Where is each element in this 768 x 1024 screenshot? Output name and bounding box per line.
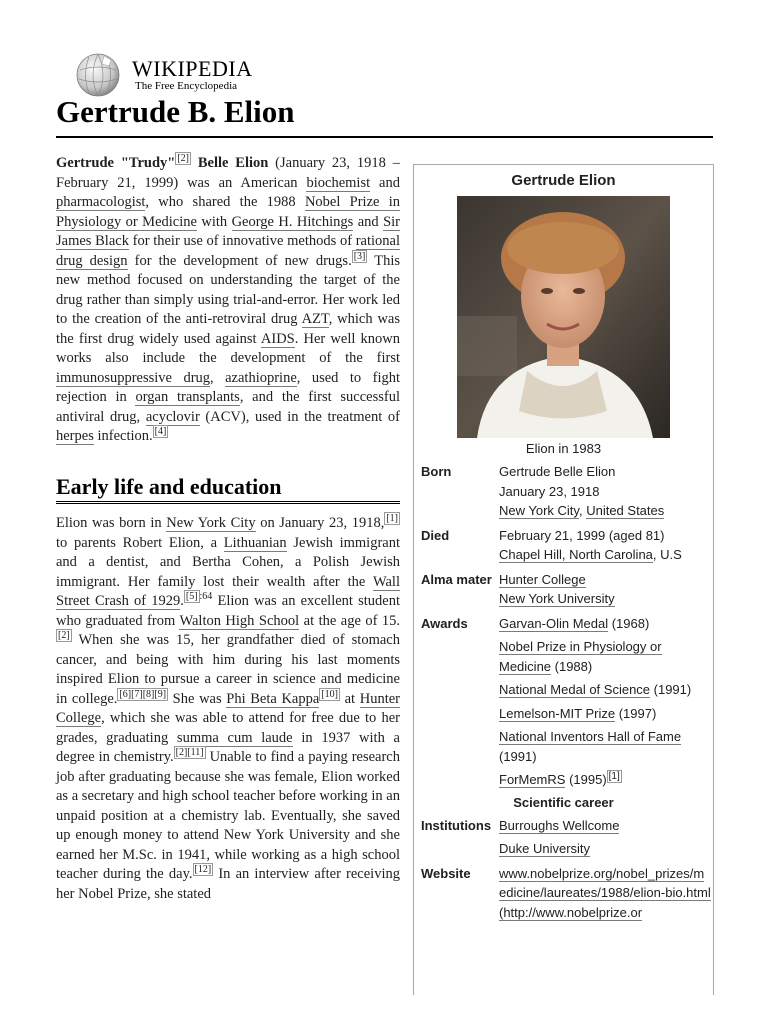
subject-name-part: Belle Elion (197, 155, 269, 171)
row-label: Alma mater (421, 571, 492, 587)
link-hunter-college[interactable]: Hunter College (56, 690, 400, 726)
citation[interactable]: [2] (58, 630, 70, 642)
birth-name: Gertrude Belle Elion (499, 464, 616, 479)
link-award[interactable]: ForMemRS (499, 772, 566, 787)
citation[interactable]: [2][11] (175, 747, 204, 759)
citation[interactable]: [5] :64 (185, 591, 213, 603)
link-rational-drug-design[interactable]: rational drug design (56, 233, 401, 269)
lead-paragraph: Gertrude "Trudy" [2] Belle Elion (January 23, 1918 – February 21, 1999) was an American biochemist and pharmacologist, who shared the 1988 Nobel Prize in Physiology or Medicine with George H. Hitchings and Sir James Black for their use of innovative methods of rational drug design for the development of new drugs. [3] This new method focused on understanding the target of the drug rather than simply using trial-and-error. Her work led to the creation of the anti-retroviral drug AZT, which was the first drug widely used against AIDS. Her well known works also include the development of the first immunosuppressive drug, azathioprine, used to fight rejection in organ transplants, and the first successful antiviral drug, acyclovir (ACV), used in the treatment of herpes infection. [4] (56, 153, 401, 444)
link-alma-nyu[interactable]: New York University (499, 591, 615, 606)
citation[interactable]: [2] (177, 153, 189, 165)
link-award[interactable]: National Inventors Hall of Fame (499, 729, 682, 744)
citation[interactable]: [1] (608, 770, 620, 782)
citation[interactable]: [10] (321, 688, 338, 700)
wikipedia-logo[interactable] (74, 52, 264, 98)
link-organ-transplants[interactable]: organ transplants (135, 389, 240, 405)
link-award[interactable]: Nobel Prize in Physiology or Medicine (499, 639, 662, 674)
infobox-row-institutions (414, 816, 713, 859)
subject-name-part: Gertrude "Trudy" (56, 155, 176, 171)
link-biochemist[interactable]: biochemist (306, 174, 371, 191)
link-pharmacologist[interactable]: pharmacologist (56, 194, 146, 210)
link-nobel-prize[interactable]: Nobel Prize in Physiology or Medicine (56, 194, 400, 230)
citation[interactable]: [6][7][8][9] (119, 688, 167, 700)
infobox-row-awards: Awards Garvan-Olin Medal (1968) Nobel Prize in Physiology or Medicine (1988) National Medal of Science (1991) Lemelson-MIT Prize (1997) National Inventors Hall of Fame (1991) ForMemRS (1995) [1] (414, 614, 713, 790)
logo-tagline: The Free Encyclopedia (135, 80, 238, 92)
scientific-career-heading: Scientific career (513, 794, 614, 810)
link-death-place[interactable]: Chapel Hill, North Carolina (499, 547, 653, 562)
page-title: Gertrude B. Elion (56, 94, 295, 129)
wikipedia-globe-icon (74, 52, 122, 98)
link-award[interactable]: Garvan-Olin Medal (499, 615, 609, 631)
link-institution[interactable]: Duke University (499, 841, 591, 856)
early-life-paragraph: Elion was born in New York City on January 23, 1918, [1] to parents Robert Elion, a Lithuanian Jewish immigrant and a dentist, and Bertha Cohen, a Polish Jewish immigrant. Her family lost their wealth after the Wall Street Crash of 1929. $^{[5] :64}$ Elion was an excellent student who graduated from Walton High School at the age of 15.[2] When she was 15, her grandfather died of stomach cancer, and being with him during his last moments inspired Elion to pursue a career in science and medicine in college. [6][7][8][9] She was Phi Beta Kappa [10] at Hunter College, which she was able to attend for free due to her grades, graduating summa cum laude in 1937 with a degree in chemistry. [2][11] Unable to find a paying research job after graduating because she was female, Elion worked as a secretary and high school teacher before working in an unpaid position at a chemistry lab. Eventually, she saved up enough money to attend New York University and she earned her M.Sc. in 1941, while working as a high school teacher during the day. [12] In an interview after receiving her Nobel Prize, she stated (56, 513, 401, 902)
infobox-row-alma-mater (414, 570, 713, 609)
photo-caption: Elion in 1983 (525, 441, 602, 456)
link-hitchings[interactable]: George H. Hitchings (231, 213, 354, 230)
row-label: Awards (421, 615, 468, 631)
infobox-title: Gertrude Elion (511, 172, 616, 189)
death-date: February 21, 1999 (aged 81) (499, 527, 665, 543)
section-heading: Early life and education (56, 477, 400, 505)
infobox-row-website (414, 864, 713, 923)
citation[interactable]: [12] (194, 864, 212, 876)
link-immunosuppressive-drug[interactable]: immunosuppressive drug (56, 369, 211, 386)
link-award[interactable]: National Medal of Science (499, 682, 651, 697)
citation[interactable]: [4] (154, 426, 167, 438)
link-azathioprine[interactable]: azathioprine (225, 369, 297, 386)
title-divider (56, 136, 713, 138)
link-birth-city[interactable]: New York City (499, 503, 579, 518)
link-summa-cum-laude[interactable]: summa cum laude (176, 729, 293, 746)
link-walton-high-school[interactable]: Walton High School (179, 612, 300, 629)
infobox (413, 164, 714, 995)
portrait-photo[interactable] (457, 196, 670, 438)
link-website[interactable]: www.nobelprize.org/nobel_prizes/medicine/laureates/1988/elion-bio.html (http://www.nobelprize.or (499, 865, 711, 920)
citation[interactable]: [1] (386, 513, 399, 525)
infobox-row-died: Died February 21, 1999 (aged 81) Chapel Hill, North Carolina, U.S (414, 526, 713, 565)
link-phi-beta-kappa[interactable]: Phi Beta Kappa (226, 690, 320, 707)
link-award[interactable]: Lemelson-MIT Prize (499, 705, 616, 721)
link-acyclovir[interactable]: acyclovir (145, 408, 200, 425)
link-alma-hunter[interactable]: Hunter College (499, 571, 586, 587)
link-azt[interactable]: AZT (301, 311, 329, 327)
infobox-row-born: Born Gertrude Belle Elion January 23, 1918 New York City, United States (414, 462, 713, 521)
link-herpes[interactable]: herpes (56, 428, 94, 444)
row-label: Website (421, 865, 471, 881)
link-aids[interactable]: AIDS (260, 330, 295, 347)
link-birth-country[interactable]: United States (586, 503, 665, 518)
row-label: Institutions (421, 817, 492, 833)
birth-date: January 23, 1918 (499, 483, 600, 499)
link-wall-street-crash[interactable]: Wall Street Crash of 1929 (56, 573, 400, 609)
link-new-york-city[interactable]: New York City (166, 515, 256, 531)
link-institution[interactable]: Burroughs Wellcome (499, 817, 620, 833)
logo-wordmark: WIKIPEDIA (132, 56, 253, 81)
row-label: Born (421, 464, 452, 479)
article-body (56, 154, 400, 904)
row-label: Died (421, 527, 450, 543)
link-james-black[interactable]: Sir James Black (56, 213, 400, 249)
link-lithuanian[interactable]: Lithuanian (223, 534, 287, 551)
citation[interactable]: [3] (353, 250, 366, 262)
